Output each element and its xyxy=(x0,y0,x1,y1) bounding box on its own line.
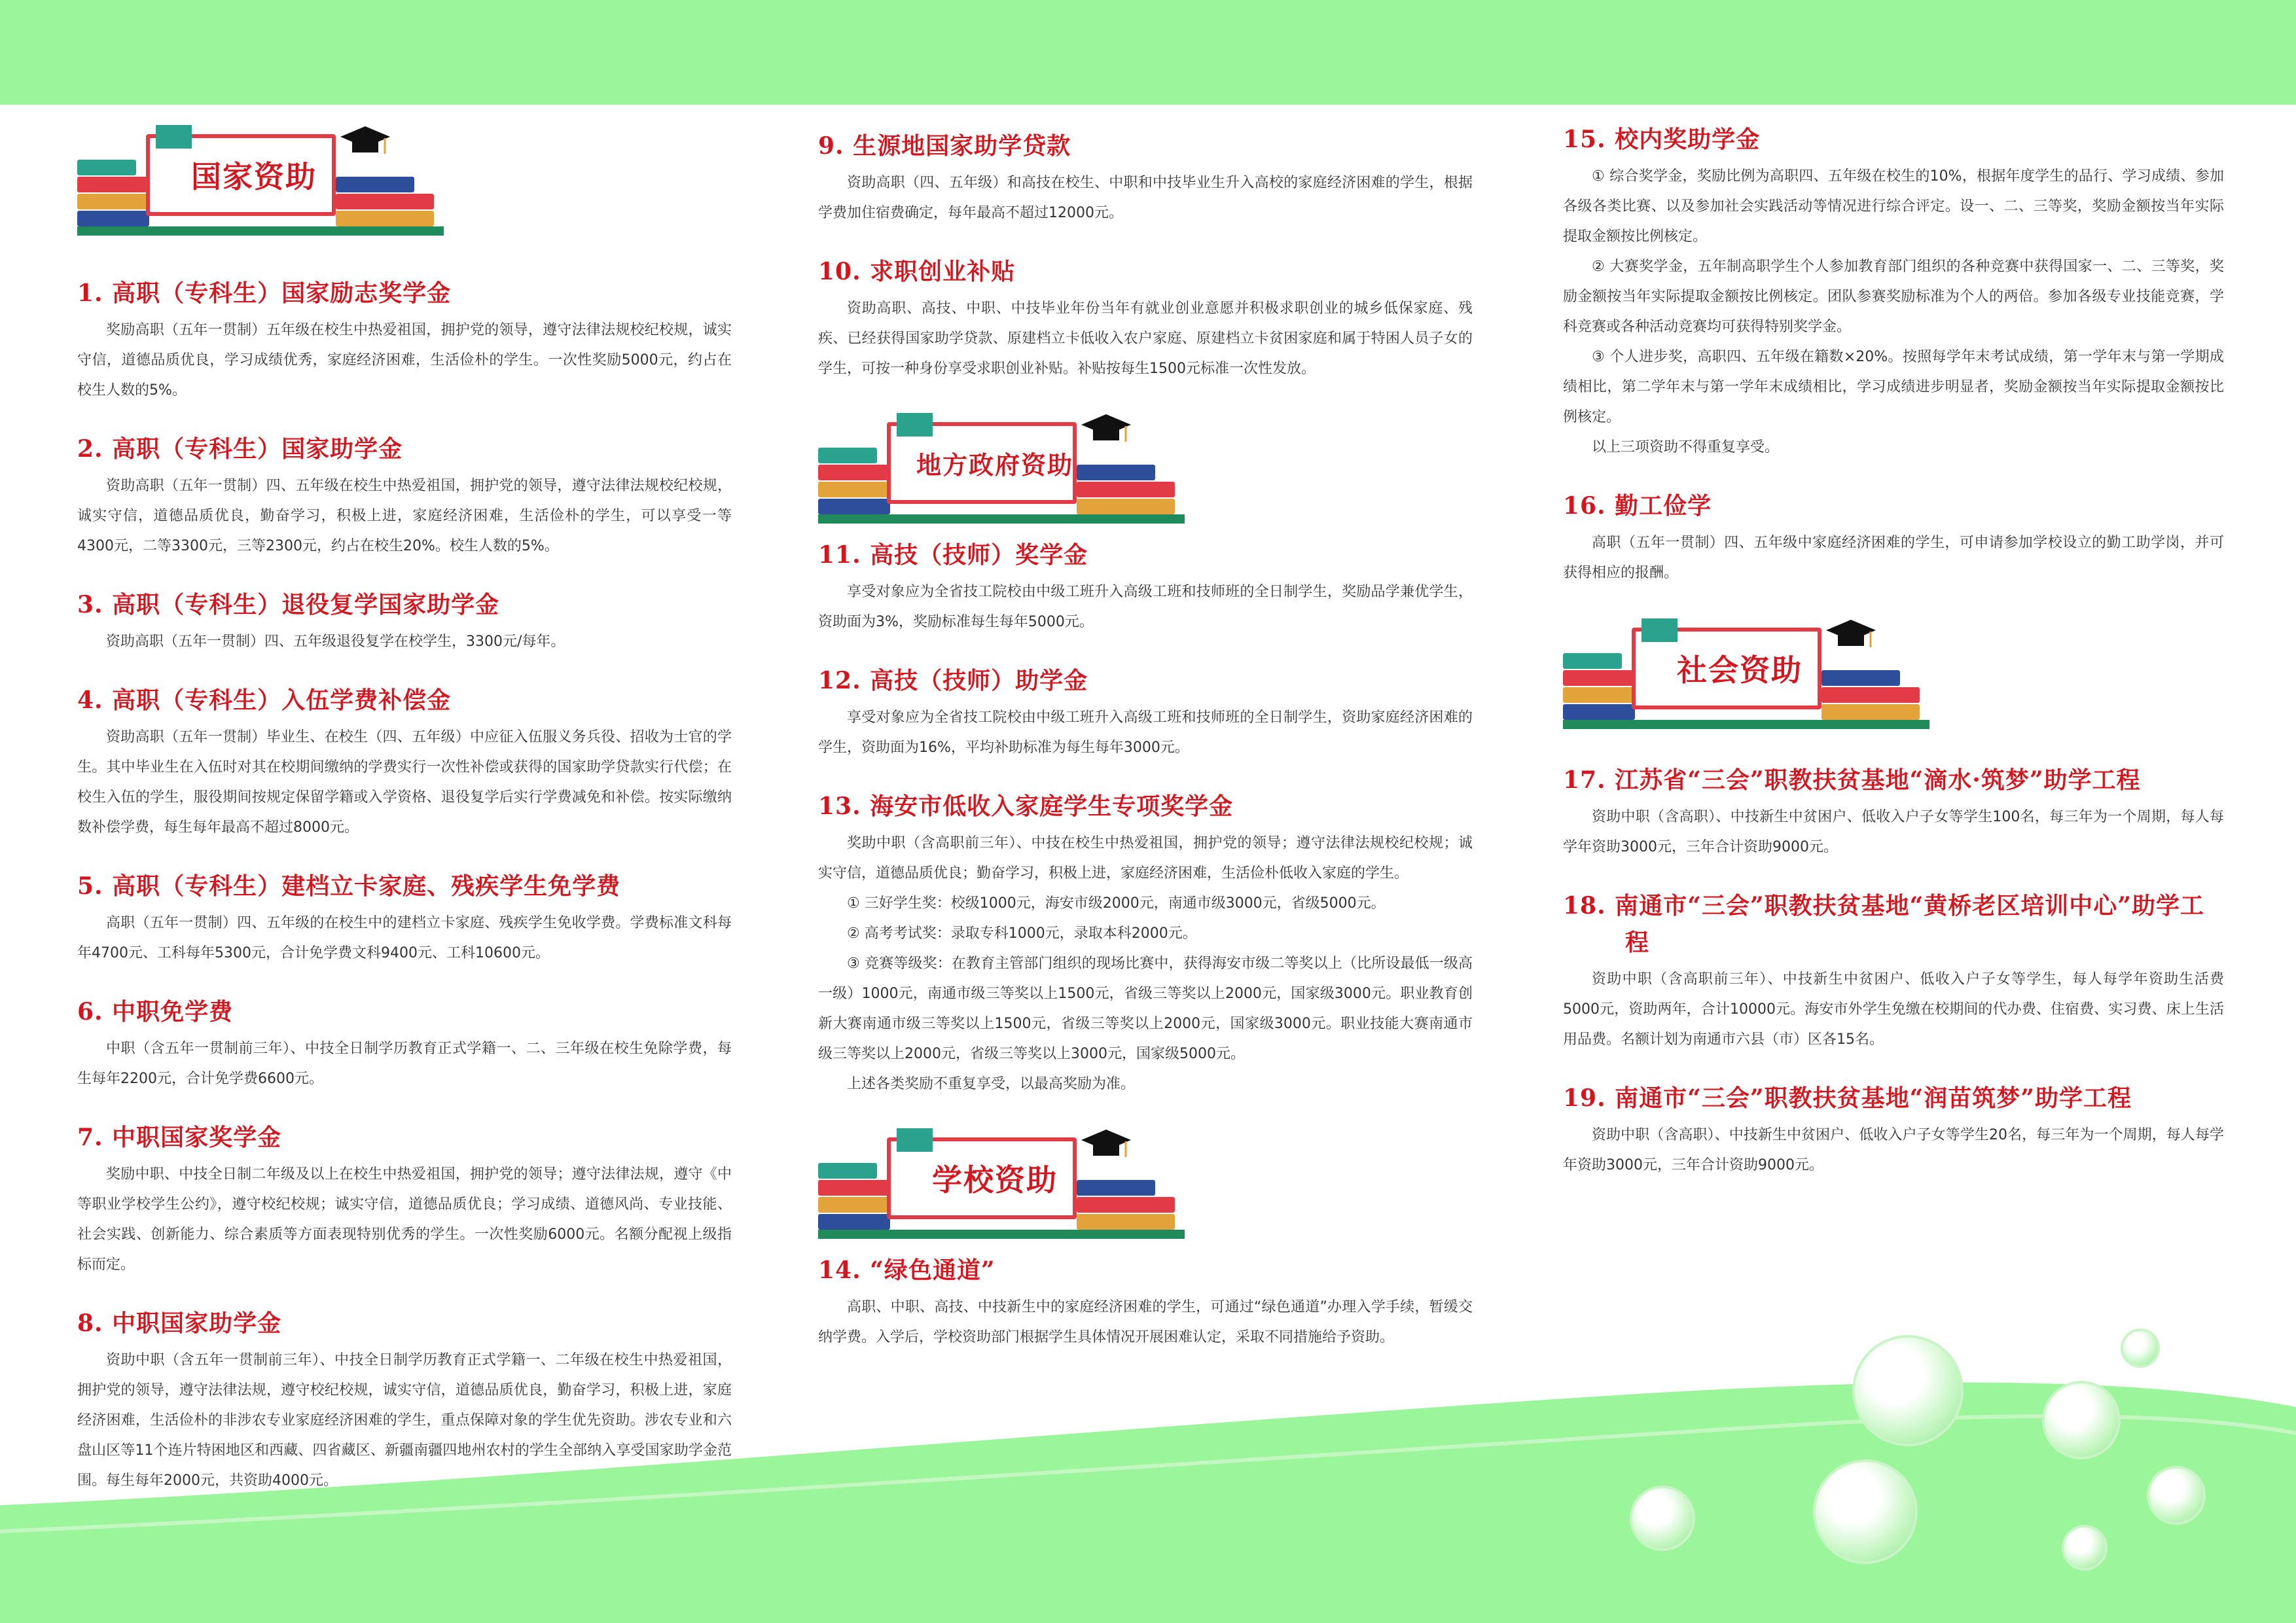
aid-section xyxy=(818,253,1473,384)
graduation-cap-icon xyxy=(1825,615,1877,660)
section-text: 资助中职（含五年一贯制前三年）、中技全日制学历教育正式学籍一、二年级在校生中热爱祖国，拥护党的领导，遵守法律法规，遵守校纪校规，诚实守信，道德品质优良，勤奋学习，积极上进，家庭经济困难，生活俭朴的非涉农专业家庭经济困难的学生，重点保障对象的学生优先资助。涉农专业和六盘山区等11个连片特困地区和西藏、四省藏区、新疆南疆四地州农村的学生全部纳入享受国家助学金范围。每生每年2000元，共资助4000元。 xyxy=(77,1352,732,1489)
decor-bubble xyxy=(2062,1525,2108,1571)
top-green-band xyxy=(0,0,2296,105)
section-title: 1. 高职（专科生）国家励志奖学金 xyxy=(77,279,452,307)
section-title: 6. 中职免学费 xyxy=(77,998,234,1026)
aid-section xyxy=(77,431,732,562)
banner-base xyxy=(818,514,1185,524)
section-title: 15. 校内奖助学金 xyxy=(1563,126,1761,153)
section-text: 高职（五年一贯制）四、五年级中家庭经济困难的学生，可申请参加学校设立的勤工助学岗，并可获得相应的报酬。 xyxy=(1563,535,2224,581)
section-text: 资助中职（含高职前三年）、中技新生中贫困户、低收入户子女等学生，每人每学年资助生活费5000元，资助两年，合计10000元。海安市外学生免缴在校期间的代办费、住宿费、实习费、床上生活用品费。名额计划为南通市六县（市）区各15名。 xyxy=(1563,971,2224,1048)
section-title: 16. 勤工俭学 xyxy=(1563,492,1712,520)
section-title: 11. 高技（技师）奖学金 xyxy=(818,541,1088,569)
section-title: 8. 中职国家助学金 xyxy=(77,1310,282,1337)
bookmark-icon xyxy=(897,413,933,437)
section-title: 13. 海安市低收入家庭学生专项奖学金 xyxy=(818,793,1234,820)
aid-section xyxy=(1563,1080,2224,1181)
aid-section xyxy=(1563,121,2224,463)
banner-title: 地方政府资助 xyxy=(916,450,1073,480)
section-text: 资助高职（五年一贯制）四、五年级在校生中热爱祖国，拥护党的领导，遵守法律法规校纪校规，诚实守信，道德品质优良，勤奋学习，积极上进，家庭经济困难，生活俭朴的学生，可以享受一等4300元，二等3300元，三等2300元，约占在校生20%。校生人数的5%。 xyxy=(77,478,732,554)
banner-title: 社会资助 xyxy=(1677,652,1803,688)
section-text: 奖助中职（含高职前三年）、中技在校生中热爱祖国，拥护党的领导；遵守法律法规校纪校规；诚实守信，道德品质优良；勤奋学习，积极上进，家庭经济困难，生活俭朴低收入家庭的学生。 xyxy=(818,835,1473,882)
section-text: 上述各类奖励不重复享受，以最高奖励为准。 xyxy=(847,1076,1136,1092)
aid-section xyxy=(1563,762,2224,863)
aid-section xyxy=(1563,887,2224,1055)
aid-section xyxy=(818,662,1473,763)
bookmark-icon xyxy=(897,1128,933,1152)
banner-local-gov xyxy=(818,409,1185,524)
decor-bubble xyxy=(1852,1335,1964,1446)
section-title: 2. 高职（专科生）国家助学金 xyxy=(77,435,403,463)
section-title: 7. 中职国家奖学金 xyxy=(77,1124,282,1151)
banner-base xyxy=(818,1230,1185,1239)
section-text: 高职（五年一贯制）四、五年级的在校生中的建档立卡家庭、残疾学生免收学费。学费标准文科每年4700元、工科每年5300元，合计免学费文科9400元、工科10600元。 xyxy=(77,915,732,961)
section-text: 享受对象应为全省技工院校由中级工班升入高级工班和技师班的全日制学生，资助家庭经济困难的学生，资助面为16%，平均补助标准为每生每年3000元。 xyxy=(818,709,1473,756)
section-list-col1 xyxy=(77,275,732,1496)
decor-bubble xyxy=(2121,1329,2160,1368)
aid-section xyxy=(77,993,732,1094)
column-middle xyxy=(818,128,1473,1378)
books-icon xyxy=(1563,654,1641,720)
section-text: 资助高职（五年一贯制）毕业生、在校生（四、五年级）中应征入伍服义务兵役、招收为士官的学生。其中毕业生在入伍时对其在校期间缴纳的学费实行一次性补偿或获得的国家助学贷款实行代偿；在校生入伍的学生，服役期间按规定保留学籍或入学资格、退役复学后实行学费减免和补偿。按实际缴纳数补偿学费，每生每年最高不超过8000元。 xyxy=(77,729,732,836)
section-text: 以上三项资助不得重复享受。 xyxy=(1592,439,1780,455)
section-text: 资助高职（四、五年级）和高技在校生、中职和中技毕业生升入高校的家庭经济困难的学生，根据学费加住宿费确定，每年最高不超过12000元。 xyxy=(818,175,1473,221)
aid-section xyxy=(818,537,1473,637)
section-title: 14. “绿色通道” xyxy=(818,1257,996,1284)
banner-base xyxy=(77,226,444,236)
section-title: 3. 高职（专科生）退役复学国家助学金 xyxy=(77,591,500,618)
aid-section xyxy=(77,1305,732,1496)
section-title: 12. 高技（技师）助学金 xyxy=(818,667,1088,694)
aid-section xyxy=(818,788,1473,1099)
section-text: ② 大赛奖学金，五年制高职学生个人参加教育部门组织的各种竞赛中获得国家一、二、三等奖，奖励金额按当年实际提取金额按比例核定。团队参赛奖励标准为个人的两倍。参加各级专业技能竞赛，学科竞赛或各种活动竞赛均可获得特别奖学金。 xyxy=(1563,259,2224,335)
banner-base xyxy=(1563,720,1929,729)
aid-section xyxy=(77,1119,732,1280)
section-title: 19. 南通市“三会”职教扶贫基地“润苗筑梦”助学工程 xyxy=(1563,1084,2132,1112)
aid-section xyxy=(818,1252,1473,1353)
aid-section xyxy=(77,275,732,406)
decor-bubble xyxy=(2147,1466,2206,1525)
graduation-cap-icon xyxy=(1080,409,1132,455)
aid-section xyxy=(77,682,732,843)
decor-bubble xyxy=(1813,1459,1918,1564)
section-title: 18. 南通市“三会”职教扶贫基地“黄桥老区培训中心”助学工程 xyxy=(1563,892,2204,956)
aid-section xyxy=(77,868,732,969)
section-text: 中职（含五年一贯制前三年）、中技全日制学历教育正式学籍一、二、三年级在校生免除学费，每生每年2200元，合计免学费6600元。 xyxy=(77,1041,732,1087)
section-text: ③ 个人进步奖，高职四、五年级在籍数×20%。按照每学年末考试成绩，第一学年末与第一学期成绩相比，第二学年末与第一学年末成绩相比，学习成绩进步明显者，奖励金额按当年实际提取金额按比例核定。 xyxy=(1563,349,2224,425)
section-text: ① 三好学生奖：校级1000元，海安市级2000元，南通市级3000元，省级5000元。 xyxy=(847,895,1386,912)
section-text: ③ 竞赛等级奖：在教育主管部门组织的现场比赛中，获得海安市级二等奖以上（比所设最低一级高一级）1000元，南通市级三等奖以上1500元，省级三等奖以上2000元，国家级3000元。职业教育创新大赛南通市级三等奖以上1500元，省级三等奖以上2000元，国家级3000元。职业技能大赛南通市级三等奖以上2000元，省级三等奖以上3000元，国家级5000元。 xyxy=(818,955,1473,1062)
section-title: 17. 江苏省“三会”职教扶贫基地“滴水·筑梦”助学工程 xyxy=(1563,766,2141,794)
banner-national xyxy=(77,121,444,236)
section-title: 5. 高职（专科生）建档立卡家庭、残疾学生免学费 xyxy=(77,872,621,900)
section-title: 9. 生源地国家助学贷款 xyxy=(818,132,1071,160)
banner-social xyxy=(1563,615,1929,729)
books-icon xyxy=(818,449,897,514)
decor-bubble xyxy=(1630,1486,1695,1551)
column-right xyxy=(1563,121,2224,1205)
section-text: 资助中职（含高职）、中技新生中贫困户、低收入户子女等学生100名，每三年为一个周期，每人每学年资助3000元，三年合计资助9000元。 xyxy=(1563,809,2224,855)
section-text: 资助高职（五年一贯制）四、五年级退役复学在校学生，3300元/每年。 xyxy=(106,633,565,650)
aid-section xyxy=(1563,488,2224,588)
aid-section xyxy=(818,128,1473,228)
aid-section xyxy=(77,586,732,657)
banner-school xyxy=(818,1124,1185,1239)
books-icon xyxy=(77,161,156,226)
section-text: 奖励中职、中技全日制二年级及以上在校生中热爱祖国，拥护党的领导；遵守法律法规，遵守《中等职业学校学生公约》，遵守校纪校规；诚实守信，道德品质优良；学习成绩、道德风尚、专业技能、社会实践、创新能力、综合素质等方面表现特别优秀的学生。一次性奖励6000元。名额分配视上级指标而定。 xyxy=(77,1166,732,1273)
section-text: ② 高考考试奖：录取专科1000元，录取本科2000元。 xyxy=(847,925,1197,942)
section-text: 资助高职、高技、中职、中技毕业年份当年有就业创业意愿并积极求职创业的城乡低保家庭、残疾、已经获得国家助学贷款、原建档立卡低收入农户家庭、原建档立卡贫困家庭和属于特困人员子女的学生，可按一种身份享受求职创业补贴。补贴按每生1500元标准一次性发放。 xyxy=(818,300,1473,377)
banner-title: 国家资助 xyxy=(191,159,317,194)
bookmark-icon xyxy=(156,125,192,149)
graduation-cap-icon xyxy=(1080,1124,1132,1170)
section-title: 10. 求职创业补贴 xyxy=(818,258,1016,285)
column-left xyxy=(77,121,732,1521)
section-title: 4. 高职（专科生）入伍学费补偿金 xyxy=(77,687,452,714)
section-text: 高职、中职、高技、中技新生中的家庭经济困难的学生，可通过“绿色通道”办理入学手续，暂缓交纳学费。入学后，学校资助部门根据学生具体情况开展困难认定，采取不同措施给予资助。 xyxy=(818,1299,1473,1346)
banner-title: 学校资助 xyxy=(932,1162,1058,1198)
graduation-cap-icon xyxy=(339,121,391,167)
section-text: 奖励高职（五年一贯制）五年级在校生中热爱祖国，拥护党的领导，遵守法律法规校纪校规，诚实守信，道德品质优良，学习成绩优秀，家庭经济困难，生活俭朴的学生。一次性奖励5000元，约占在校生人数的5%。 xyxy=(77,322,732,399)
section-text: 资助中职（含高职）、中技新生中贫困户、低收入户子女等学生20名，每三年为一个周期，每人每学年资助3000元，三年合计资助9000元。 xyxy=(1563,1127,2224,1173)
section-text: ① 综合奖学金，奖励比例为高职四、五年级在校生的10%，根据年度学生的品行、学习成绩、参加各级各类比赛、以及参加社会实践活动等情况进行综合评定。设一、二、三等奖，奖励金额按当年实际提取金额按比例核定。 xyxy=(1563,168,2224,245)
decor-bubble xyxy=(2042,1381,2121,1459)
section-text: 享受对象应为全省技工院校由中级工班升入高级工班和技师班的全日制学生，奖励品学兼优学生，资助面为3%，奖励标准每生每年5000元。 xyxy=(818,584,1473,630)
books-icon xyxy=(818,1164,897,1230)
bookmark-icon xyxy=(1641,618,1677,642)
